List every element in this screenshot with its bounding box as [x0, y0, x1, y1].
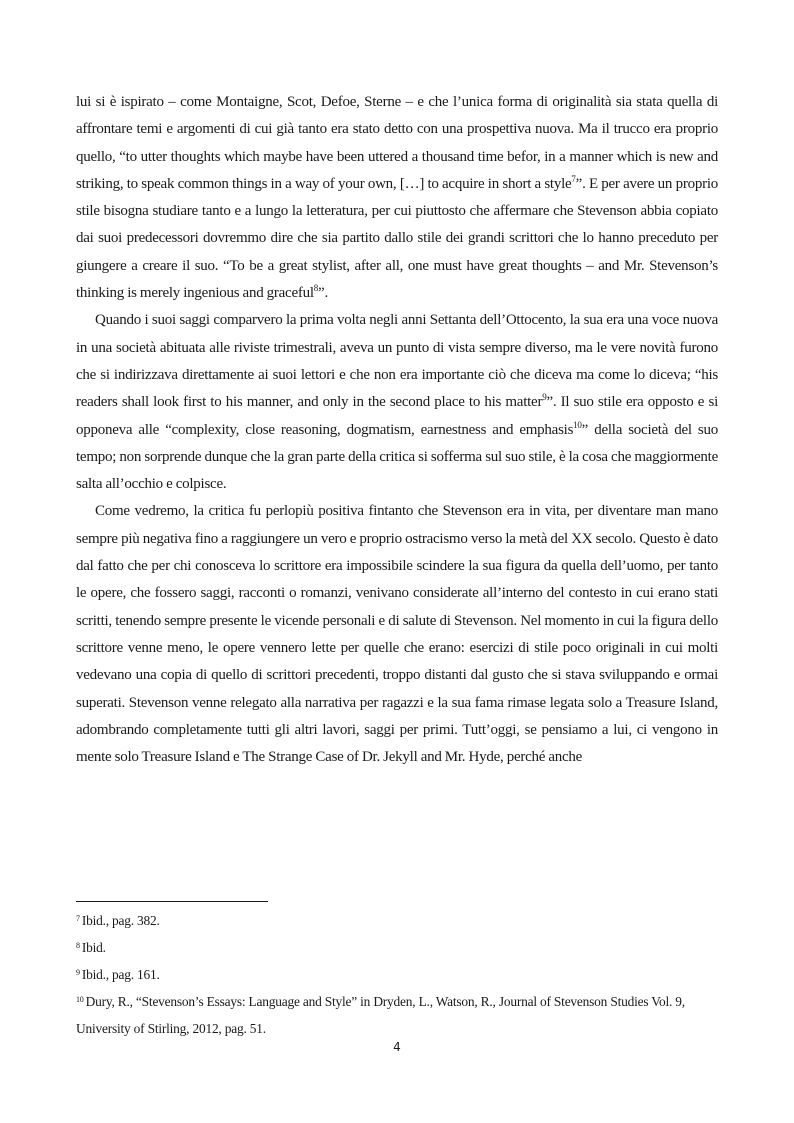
paragraph-text: lui si è ispirato – come Montaigne, Scot, Defoe, Sterne – e che l’unica forma di originalità sia stata quella di affrontare temi e argomenti di cui già tanto era stato detto con una prospettiva nuova. Ma il trucco era proprio quello, “to utter thoughts which maybe have been uttered a thousand time befor, in a manner which is new and striking, to speak common things in a way of your own, […] to acquire in short a style	[76, 94, 718, 192]
footnote-separator	[76, 901, 268, 902]
footnote-number: 8	[76, 941, 80, 950]
paragraph-3	[76, 498, 718, 771]
paragraph-2	[76, 307, 718, 498]
footnote-10	[76, 988, 718, 1042]
footnote-text: Ibid., pag. 161.	[81, 967, 160, 982]
footnote-ref-7[interactable]: 7	[571, 173, 576, 184]
footnote-number: 9	[76, 968, 80, 977]
paragraph-text: Come vedremo, la critica fu perlopiù positiva fintanto che Stevenson era in vita, per diventare man mano sempre più negativa fino a raggiungere un vero e proprio ostracismo verso la metà del XX secolo. Questo è dato dal fatto che per chi conosceva lo scrittore era impossibile scindere la sua figura da quella dell’uomo, per tanto le opere, che fossero saggi, racconti o romanzi, venivano considerate all’interno del contesto in cui erano stati scritti, tenendo sempre presente le vicende personali e di salute di Stevenson. Nel momento in cui la figura dello scrittore venne meno, le opere vennero lette per quelle che erano: esercizi di stile poco originali in cui molti vedevano una copia di quello di scrittori precedenti, troppo distanti dal gusto che si stava sviluppando e ormai superati. Stevenson venne relegato alla narrativa per ragazzi e la sua fama rimase legata solo a Treasure Island, adombrando completamente tutti gli altri lavori, saggi per primi. Tutt’oggi, se pensiamo a lui, ci vengono in mente solo Treasure Island e The Strange Case of Dr. Jekyll and Mr. Hyde, perché anche	[76, 503, 718, 766]
footnote-ref-9[interactable]: 9	[542, 392, 547, 403]
footnote-7	[76, 907, 718, 934]
footnote-text: Dury, R., “Stevenson’s Essays: Language and Style” in Dryden, L., Watson, R., Journal of Stevenson Studies Vol. 9, University of Stirling, 2012, pag. 51.	[76, 994, 685, 1036]
footnote-number: 10	[76, 995, 84, 1004]
page-number: 4	[393, 1040, 401, 1054]
footnote-number: 7	[76, 914, 80, 923]
paragraph-text: ”. Il suo stile era opposto e si opponeva alle “complexity, close reasoning, dogmatism, earnestness and emphasis	[76, 394, 718, 438]
footnote-ref-10[interactable]: 10	[573, 419, 582, 430]
paragraph-text: ”. E per avere un proprio stile bisogna studiare tanto e a lungo la letteratura, per cui piuttosto che affermare che Stevenson abbia copiato dai suoi predecessori dovremmo dire che sia partito dallo stile dei grandi scrittori che lo hanno preceduto per giungere a creare il suo. “To be a great stylist, after all, one must have great thoughts – and Mr. Stevenson’s thinking is merely ingenious and graceful	[76, 175, 718, 302]
paragraph-text: ” della società del suo tempo; non sorprende dunque che la gran parte della critica si sofferma sul suo stile, è la cosa che maggiormente salta all’occhio e colpisce.	[76, 421, 719, 493]
paragraph-text: ”.	[318, 285, 328, 302]
footnote-9	[76, 961, 718, 988]
paragraph-text: Quando i suoi saggi comparvero la prima volta negli anni Settanta dell’Ottocento, la sua era una voce nuova in una società abituata alle riviste trimestrali, aveva un punto di vista sempre diverso, ma le vere novità furono che si indirizzava direttamente ai suoi lettori e che non era importante ciò che diceva ma come lo diceva; “his readers shall look first to his manner, and only in the second place to his matter	[76, 312, 718, 411]
footnote-8	[76, 934, 718, 961]
footnotes	[76, 907, 718, 1042]
footnote-text: Ibid., pag. 382.	[81, 913, 160, 928]
footnote-ref-8[interactable]: 8	[313, 283, 319, 294]
footnote-text: Ibid.	[81, 940, 106, 955]
body-text	[76, 89, 718, 771]
paragraph-1	[76, 89, 718, 307]
